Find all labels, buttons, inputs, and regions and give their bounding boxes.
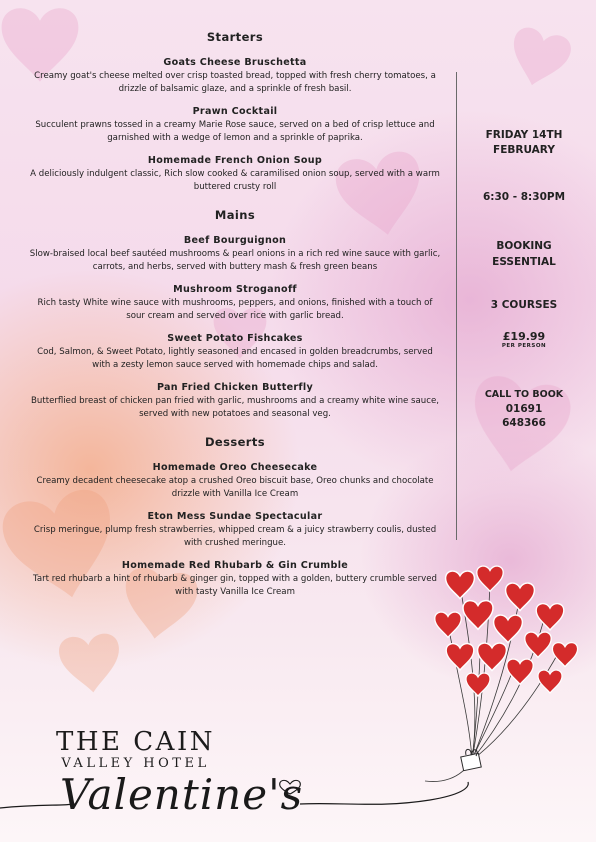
dish-description: Rich tasty White wine sauce with mushrooms, peppers, and onions, finished with a touch of sour cream and served over rice with garlic bread. <box>37 298 433 321</box>
date-line-2: FEBRUARY <box>493 144 555 156</box>
event-time: 6:30 - 8:30PM <box>482 191 566 203</box>
menu-item <box>28 235 442 274</box>
dish-name: Pan Fried Chicken Butterfly <box>156 382 314 393</box>
starters-heading: Starters <box>206 30 264 44</box>
valentines-script-title: Valentine's <box>60 770 304 819</box>
dish-description: Succulent prawns tossed in a creamy Marie Rose sauce, served on a bed of crisp lettuce and garnished with a wedge of lemon and a sprinkle of paprika. <box>35 120 435 143</box>
dish-description: Butterflied breast of chicken pan fried with garlic, mushrooms and a creamy white wine sauce, served with new potatoes and seasonal veg. <box>30 396 439 419</box>
mains-section <box>28 208 442 421</box>
event-date <box>462 128 586 158</box>
booking-notice <box>462 238 586 270</box>
date-line-1: FRIDAY 14TH <box>485 129 563 141</box>
call-to-book <box>462 388 586 430</box>
menu-item <box>28 284 442 323</box>
dish-description: Creamy decadent cheesecake atop a crushed Oreo biscuit base, Oreo chunks and chocolate drizzle with Vanilla Ice Cream <box>36 476 434 499</box>
phone-line-2: 648366 <box>502 417 546 429</box>
courses-label: 3 COURSES <box>490 299 558 311</box>
dish-description: Slow-braised local beef sautéed mushrooms & pearl onions in a rich red wine sauce with garlic, carrots, and herbs, served with buttery mash & fresh green beans <box>29 249 441 272</box>
menu-column <box>28 30 442 609</box>
booking-line-2: ESSENTIAL <box>492 256 556 268</box>
dish-name: Homemade French Onion Soup <box>147 155 323 166</box>
heart-balloons-illustration <box>420 555 590 785</box>
menu-item <box>28 333 442 372</box>
dish-name: Sweet Potato Fishcakes <box>167 333 303 344</box>
menu-item <box>28 382 442 421</box>
dish-description: Creamy goat's cheese melted over crisp toasted bread, topped with fresh cherry tomatoes, a drizzle of balsamic glaze, and a sprinkle of fresh basil. <box>34 71 436 94</box>
menu-item <box>28 57 442 96</box>
logo-line-2: VALLEY HOTEL <box>61 756 210 771</box>
dish-name: Beef Bourguignon <box>183 235 287 246</box>
price-block <box>462 330 586 349</box>
price-value: £19.99 <box>502 330 546 343</box>
phone-line-1: 01691 <box>505 403 543 415</box>
column-divider <box>456 72 457 540</box>
menu-item <box>28 106 442 145</box>
starters-section <box>28 30 442 194</box>
dish-name: Eton Mess Sundae Spectacular <box>147 511 323 522</box>
menu-item <box>28 560 442 599</box>
desserts-section <box>28 435 442 599</box>
booking-line-1: BOOKING <box>496 240 552 252</box>
dish-name: Prawn Cocktail <box>192 106 278 117</box>
dish-name: Mushroom Stroganoff <box>173 284 297 295</box>
dish-description: Tart red rhubarb a hint of rhubarb & ginger gin, topped with a golden, buttery crumble served with tasty Vanilla Ice Cream <box>33 574 437 597</box>
call-label: CALL TO BOOK <box>484 389 564 400</box>
desserts-heading: Desserts <box>204 435 266 449</box>
dish-description: Crisp meringue, plump fresh strawberries, whipped cream & a juicy strawberry coulis, dusted with crushed meringue. <box>33 525 437 548</box>
dish-description: Cod, Salmon, & Sweet Potato, lightly seasoned and encased in golden breadcrumbs, served with a zesty lemon sauce served with homemade chips and salad. <box>37 347 433 370</box>
menu-item <box>28 462 442 501</box>
logo-line-1: THE CAIN <box>56 727 215 757</box>
menu-item <box>28 155 442 194</box>
price-note: PER PERSON <box>501 343 547 349</box>
dish-name: Homemade Oreo Cheesecake <box>152 462 318 473</box>
dish-name: Homemade Red Rhubarb & Gin Crumble <box>121 560 349 571</box>
dish-name: Goats Cheese Bruschetta <box>163 57 307 68</box>
menu-item <box>28 511 442 550</box>
dish-description: A deliciously indulgent classic, Rich slow cooked & caramilised onion soup, served with a warm buttered crusty roll <box>30 169 440 192</box>
mains-heading: Mains <box>214 208 256 222</box>
